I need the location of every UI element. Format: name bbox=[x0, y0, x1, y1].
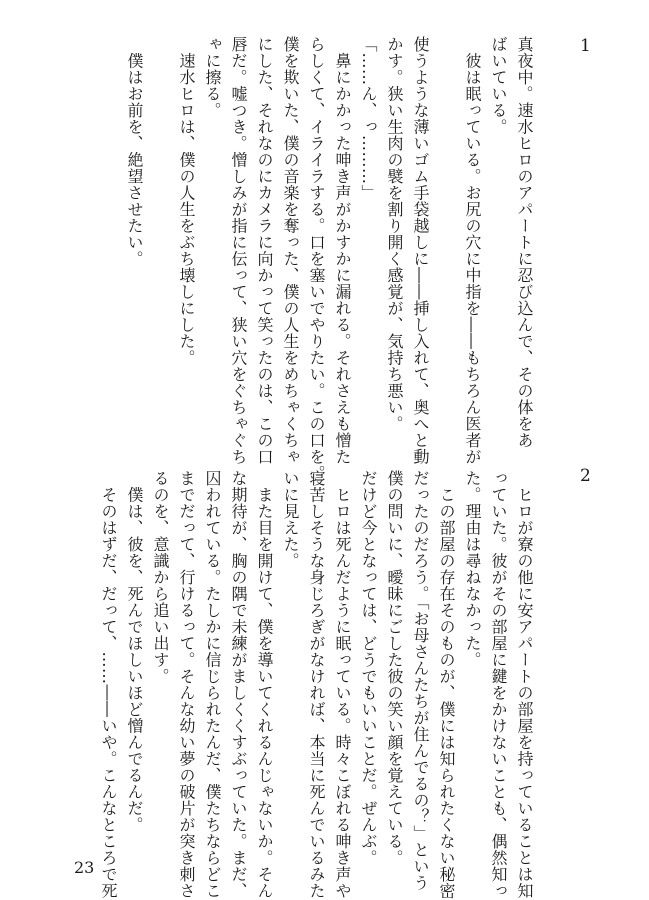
paragraph-line: 囚われている。たしかに信じられたんだ、僕たちならどこ bbox=[203, 470, 222, 899]
page-number: 23 bbox=[74, 858, 95, 877]
paragraph-line: また目を開けて、僕を導いてくれるんじゃないか。そん bbox=[255, 470, 274, 899]
paragraph-line: 僕の問いに、曖昧にごした彼の笑い顔を覚えている。 bbox=[385, 470, 404, 866]
paragraph-line: な期待が、胸の隅で未練がましくくすぶっていた。まだ、 bbox=[229, 470, 248, 899]
paragraph-line: るのを、意識から追い出す。 bbox=[151, 470, 170, 685]
paragraph-line: ヒロが寮の他に安アパートの部屋を持っていることは知 bbox=[515, 470, 534, 899]
section-number-1: 1 bbox=[580, 36, 591, 56]
paragraph-line: かす。狭い生肉の襞を割り開く感覚が、気持ち悪い。 bbox=[385, 36, 404, 432]
paragraph-line: 速水ヒロは、僕の人生をぶち壊しにした。 bbox=[177, 36, 196, 366]
paragraph-line: だけど今となっては、どうでもいいことだ。ぜんぶ。 bbox=[359, 470, 378, 866]
paragraph-line: 「……ん、っ………」 bbox=[359, 36, 378, 201]
paragraph-line: っていた。彼がその部屋に鍵をかけないことも、偶然知っ bbox=[489, 470, 508, 899]
paragraph-line: 寝苦しそうな身じろぎがなければ、本当に死んでいるみた bbox=[307, 470, 326, 899]
paragraph-line: までだって、行けるって。そんな幼い夢の破片が突き刺さ bbox=[177, 470, 196, 899]
paragraph-line: 真夜中。速水ヒロのアパートに忍び込んで、その体をあ bbox=[515, 36, 534, 449]
paragraph-line: ばいている。 bbox=[489, 36, 508, 135]
paragraph-line: た。理由は尋ねなかった。 bbox=[463, 470, 482, 668]
paragraph-line: だったのだろう。「お母さんたちが住んでるの？」という bbox=[411, 470, 430, 891]
section-1-text bbox=[121, 36, 537, 482]
paragraph-line: にした、それなのにカメラに向かって笑ったのは、この口 bbox=[255, 36, 274, 465]
paragraph-line: 僕は、彼を、死んでほしいほど憎んでるんだ。 bbox=[125, 470, 144, 833]
section-2-text bbox=[95, 470, 537, 899]
paragraph-line: 唇だ。嘘つき。憎しみが指に伝って、狭い穴をぐちゃぐち bbox=[229, 36, 248, 465]
section-number-2: 2 bbox=[580, 466, 591, 486]
paragraph-line: ゃに擦る。 bbox=[203, 36, 222, 119]
paragraph-line: ヒロは死んだように眠っている。時々こぼれる呻き声や bbox=[333, 470, 352, 899]
paragraph-line: 鼻にかかった呻き声がかすかに漏れる。それさえも憎た bbox=[333, 36, 352, 465]
paragraph-line: 使うような薄いゴム手袋越しに――挿し入れて、奥へと動 bbox=[411, 36, 430, 465]
paragraph-line: いに見えた。 bbox=[281, 470, 300, 569]
paragraph-line: 彼は眠っている。お尻の穴に中指を――もちろん医者が bbox=[463, 36, 482, 465]
paragraph-line: この部屋の存在そのものが、僕には知られたくない秘密 bbox=[437, 470, 456, 899]
paragraph-line: 僕はお前を、絶望させたい。 bbox=[125, 36, 144, 267]
paragraph-line: らしくて、イライラする。口を塞いでやりたい。この口を。 bbox=[307, 36, 326, 482]
paragraph-line: そのはずだ、だって、……――いや。こんなところで死 bbox=[99, 470, 118, 899]
paragraph-line: 僕を欺いた、僕の音楽を奪った、僕の人生をめちゃくちゃ bbox=[281, 36, 300, 465]
